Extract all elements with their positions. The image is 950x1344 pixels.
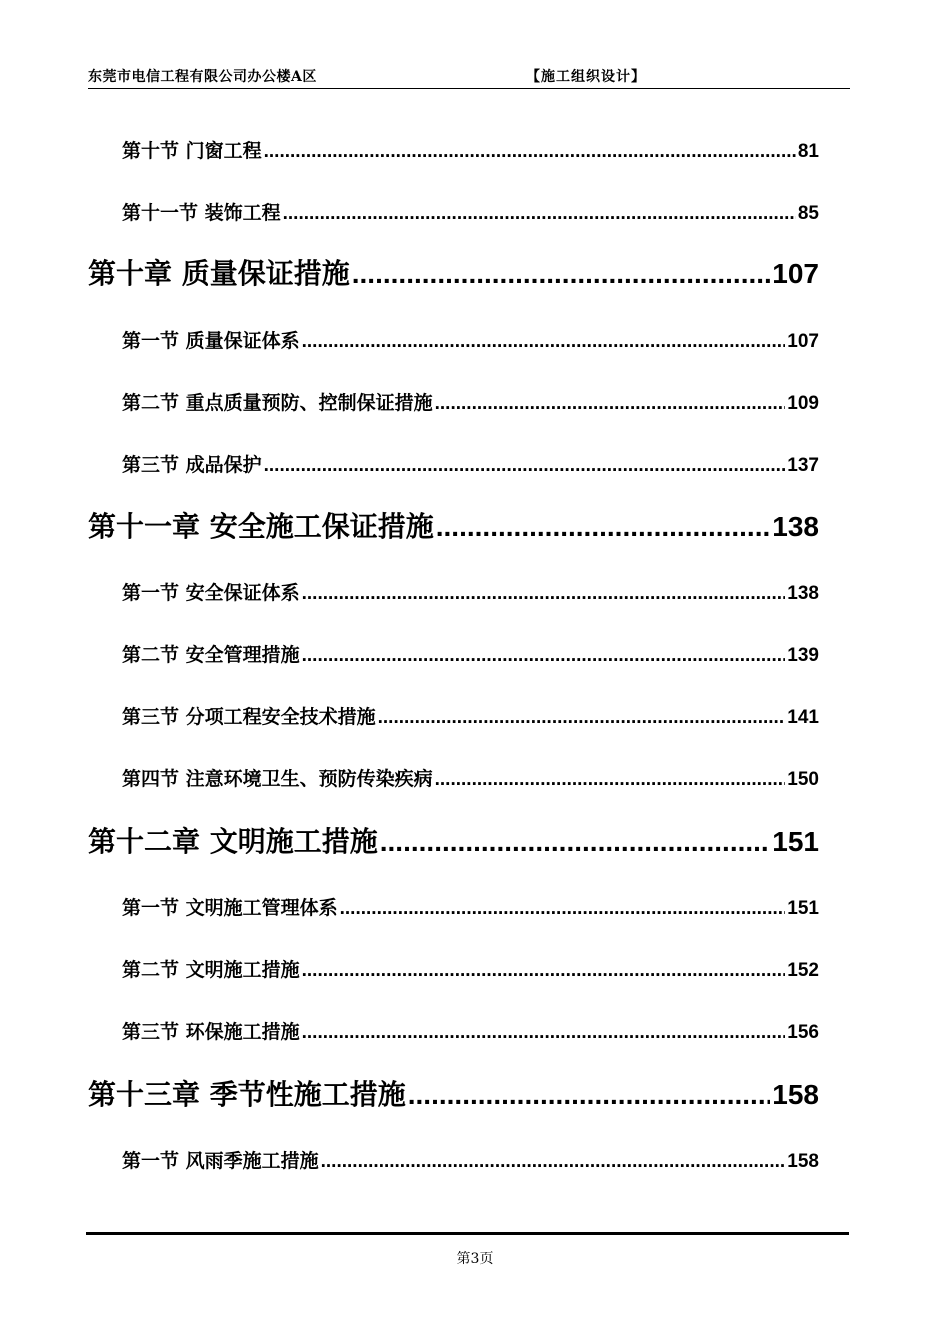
- dot-leader: [380, 826, 771, 858]
- toc-section-entry[interactable]: [122, 578, 819, 605]
- dot-leader: [302, 960, 786, 982]
- toc-entry-title: 第十节 门窗工程: [122, 140, 262, 162]
- toc-entry-title: 第十三章 季节性施工措施: [88, 1078, 406, 1111]
- toc-section-entry[interactable]: [122, 955, 819, 982]
- toc-entry-title: 第一节 风雨季施工措施: [122, 1150, 319, 1172]
- toc-entry-title: 第十二章 文明施工措施: [88, 825, 378, 858]
- toc-entry-page: 138: [772, 511, 819, 542]
- dot-leader: [302, 645, 786, 667]
- dot-leader: [302, 583, 786, 605]
- toc-entry-page: 152: [787, 960, 819, 981]
- toc-entry-page: 85: [797, 203, 819, 224]
- toc-section-entry[interactable]: [122, 640, 819, 667]
- toc-chapter-entry[interactable]: [88, 1073, 819, 1113]
- dot-leader: [436, 511, 771, 543]
- dot-leader: [435, 393, 786, 415]
- dot-leader: [302, 331, 786, 353]
- toc-entry-page: 81: [797, 141, 819, 162]
- toc-entry-title: 第二节 重点质量预防、控制保证措施: [122, 392, 433, 414]
- toc-entry-title: 第三节 成品保护: [122, 454, 262, 476]
- toc-entry-page: 139: [787, 645, 819, 666]
- dot-leader: [408, 1079, 771, 1111]
- dot-leader: [264, 141, 796, 163]
- toc-section-entry[interactable]: [122, 764, 819, 791]
- toc-section-entry[interactable]: [122, 326, 819, 353]
- dot-leader: [435, 769, 786, 791]
- toc-entry-title: 第十章 质量保证措施: [88, 257, 350, 290]
- dot-leader: [340, 898, 786, 920]
- toc-entry-page: 141: [787, 707, 819, 728]
- toc-section-entry[interactable]: [122, 450, 819, 477]
- dot-leader: [378, 707, 786, 729]
- toc-chapter-entry[interactable]: [88, 820, 819, 860]
- footer-divider: [86, 1232, 849, 1235]
- toc-entry-title: 第十一章 安全施工保证措施: [88, 510, 434, 543]
- toc-entry-page: 138: [787, 583, 819, 604]
- toc-section-entry[interactable]: [122, 702, 819, 729]
- page-header: [88, 66, 850, 89]
- toc-entry-page: 158: [772, 1079, 819, 1110]
- dot-leader: [302, 1022, 786, 1044]
- toc-entry-title: 第三节 环保施工措施: [122, 1021, 300, 1043]
- toc-entry-page: 107: [787, 331, 819, 352]
- toc-entry-page: 158: [787, 1151, 819, 1172]
- toc-section-entry[interactable]: [122, 1017, 819, 1044]
- toc-chapter-entry[interactable]: [88, 252, 819, 292]
- dot-leader: [352, 258, 771, 290]
- toc-entry-page: 137: [787, 455, 819, 476]
- toc-entry-title: 第一节 质量保证体系: [122, 330, 300, 352]
- toc-entry-title: 第二节 安全管理措施: [122, 644, 300, 666]
- dot-leader: [264, 455, 786, 477]
- toc-section-entry[interactable]: [122, 198, 819, 225]
- toc-entry-title: 第四节 注意环境卫生、预防传染疾病: [122, 768, 433, 790]
- toc-chapter-entry[interactable]: [88, 505, 819, 545]
- dot-leader: [321, 1151, 786, 1173]
- toc-entry-page: 151: [787, 898, 819, 919]
- header-document-type: 【施工组织设计】: [526, 69, 646, 85]
- toc-section-entry[interactable]: [122, 893, 819, 920]
- toc-entry-page: 107: [772, 258, 819, 289]
- toc-entry-title: 第一节 文明施工管理体系: [122, 897, 338, 919]
- header-project-name: 东莞市电信工程有限公司办公楼A区: [88, 69, 317, 85]
- toc-entry-title: 第二节 文明施工措施: [122, 959, 300, 981]
- toc-entry-title: 第一节 安全保证体系: [122, 582, 300, 604]
- toc-entry-title: 第三节 分项工程安全技术措施: [122, 706, 376, 728]
- toc-entry-title: 第十一节 装饰工程: [122, 202, 281, 224]
- toc-entry-page: 151: [772, 826, 819, 857]
- toc-entry-page: 150: [787, 769, 819, 790]
- page-number: 第3页: [456, 1251, 494, 1267]
- toc-section-entry[interactable]: [122, 388, 819, 415]
- toc-entry-page: 156: [787, 1022, 819, 1043]
- toc-section-entry[interactable]: [122, 1146, 819, 1173]
- dot-leader: [283, 203, 796, 225]
- toc-section-entry[interactable]: [122, 136, 819, 163]
- toc-entry-page: 109: [787, 393, 819, 414]
